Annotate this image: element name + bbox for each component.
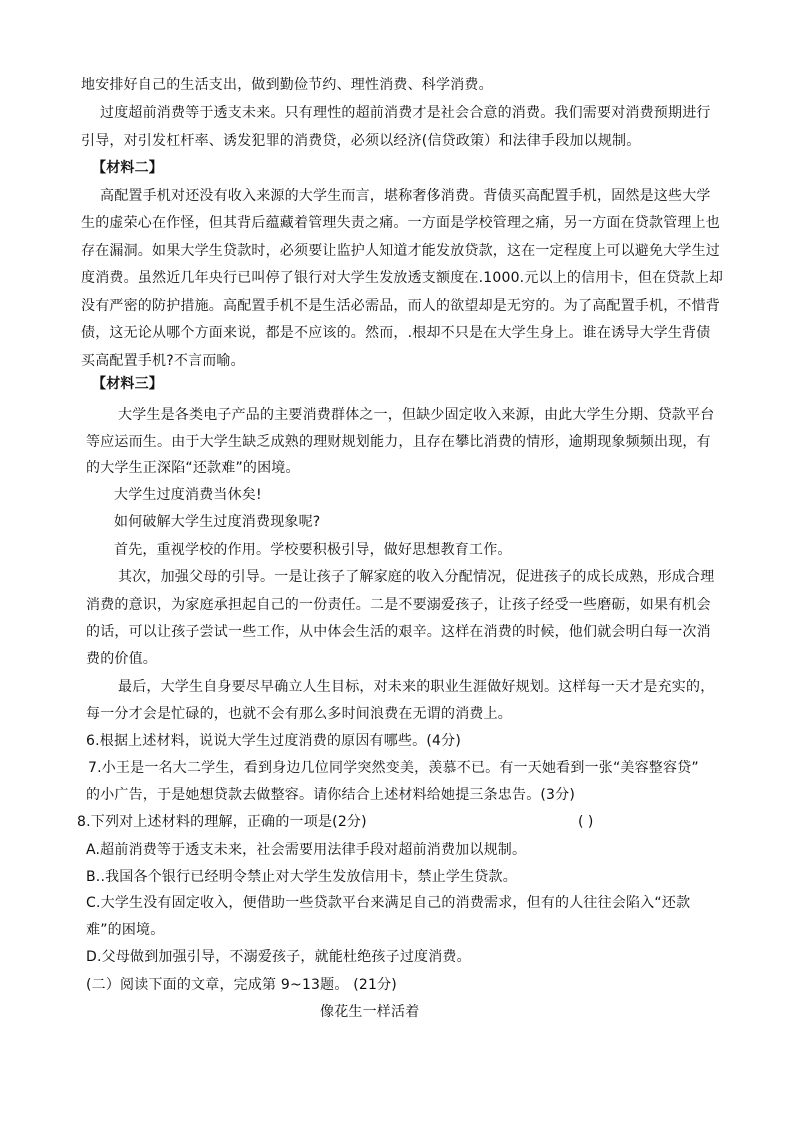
para2-line1: 过度超前消费等于透支未来。只有理性的超前消费才是社会合意的消费。我们需要对消费预期进行: [100, 105, 711, 121]
material2-line7: 买高配置手机?不言而喻。: [81, 353, 245, 369]
option-c-line1: C.大学生没有固定收入，便借助一些贷款平台来满足自己的消费需求，但有的人往往会陷入“还款: [86, 895, 691, 911]
material2-heading: 【材料二】: [92, 160, 163, 176]
material3-p3: 如何破解大学生过度消费现象呢?: [114, 514, 321, 530]
material2-line1: 高配置手机对还没有收入来源的大学生而言，堪称奢侈消费。背债买高配置手机，固然是这些大学: [100, 188, 711, 204]
question-8: 8.下列对上述材料的理解，正确的一项是(2分): [77, 814, 367, 830]
material2-line5: 没有严密的防护措施。高配置手机不是生活必需品，而人的欲望却是无穷的。为了高配置手机，不惜背: [81, 298, 720, 314]
material3-p2: 大学生过度消费当休矣!: [114, 487, 262, 503]
option-d: D.父母做到加强引导，不溺爱孩子，就能杜绝孩子过度消费。: [86, 949, 471, 965]
answer-blank: ( ): [578, 814, 594, 830]
option-c-line2: 难”的困境。: [86, 922, 165, 938]
material3-p5-line2: 消费的意识，为家庭承担起自己的一份责任。二是不要溺爱孩子，让孩子经受一些磨砺，如果有机会: [86, 597, 711, 613]
material3-heading: 【材料三】: [92, 376, 163, 392]
material2-line4: 度消费。虽然近几年央行已叫停了银行对大学生发放透支额度在.1000.元以上的信用卡，但在贷款上却: [81, 270, 724, 286]
material3-p5-line1: 其次，加强父母的引导。一是让孩子了解家庭的收入分配情况，促进孩子的成长成熟，形成合理: [118, 569, 715, 585]
material2-line6: 债，这无论从哪个方面来说，都是不应该的。然而，.根却不只是在大学生身上。谁在诱导大学生背债: [81, 325, 711, 341]
material2-line2: 生的虚荣心在作怪，但其背后蕴藏着管理失责之痛。一方面是学校管理之痛，另一方面在贷款管理上也: [81, 215, 720, 231]
question-6: 6.根据上述材料，说说大学生过度消费的原因有哪些。(4分): [86, 733, 461, 749]
material3-p1-line3: 的大学生正深陷“还款难”的困境。: [86, 460, 300, 476]
material3-p5-line3: 的话，可以让孩子尝试一些工作，从中体会生活的艰辛。这样在消费的时候，他们就会明白每一次消: [86, 624, 711, 640]
option-a: A.超前消费等于透支未来，社会需要用法律手段对超前消费加以规制。: [86, 842, 527, 858]
question-7-line2: 的小广告，于是她想贷款去做整容。请你结合上述材料给她提三条忠告。(3分): [86, 787, 576, 803]
para2-line2: 引导，对引发杠杆率、诱发犯罪的消费贷，必须以经济(信贷政策）和法律手段加以规制。: [81, 133, 641, 149]
material3-p1-line1: 大学生是各类电子产品的主要消费群体之一，但缺少固定收入来源，由此大学生分期、贷款平台: [118, 407, 715, 423]
option-b: B..我国各个银行已经明令禁止对大学生发放信用卡，禁止学生贷款。: [86, 869, 517, 885]
article-title: 像花生一样活着: [320, 1004, 420, 1020]
material3-p4: 首先，重视学校的作用。学校要积极引导，做好思想教育工作。: [114, 542, 512, 558]
para1-line1: 地安排好自己的生活支出，做到勤俭节约、理性消费、科学消费。: [81, 77, 493, 93]
material2-line3: 存在漏洞。如果大学生贷款时，必须要让监护人知道才能发放贷款，这在一定程度上可以避免大学生过: [81, 243, 720, 259]
material3-p1-line2: 等应运而生。由于大学生缺乏成熟的理财规划能力，且存在攀比消费的情形，逾期现象频频出现，有: [86, 434, 711, 450]
material3-p6-line1: 最后，大学生自身要尽早确立人生目标，对未来的职业生涯做好规划。这样每一天才是充实的，: [118, 679, 715, 695]
material3-p6-line2: 每一分才会是忙碌的，也就不会有那么多时间浪费在无谓的消费上。: [86, 706, 512, 722]
section2-intro: (二）阅读下面的文章，完成第 9~13题。 (21分): [86, 977, 397, 993]
material3-p5-line4: 费的价值。: [86, 651, 157, 667]
question-7-line1: 7.小王是一名大二学生，看到身边几位同学突然变美，羡慕不已。有一天她看到一张“美容整容贷”: [88, 760, 699, 776]
